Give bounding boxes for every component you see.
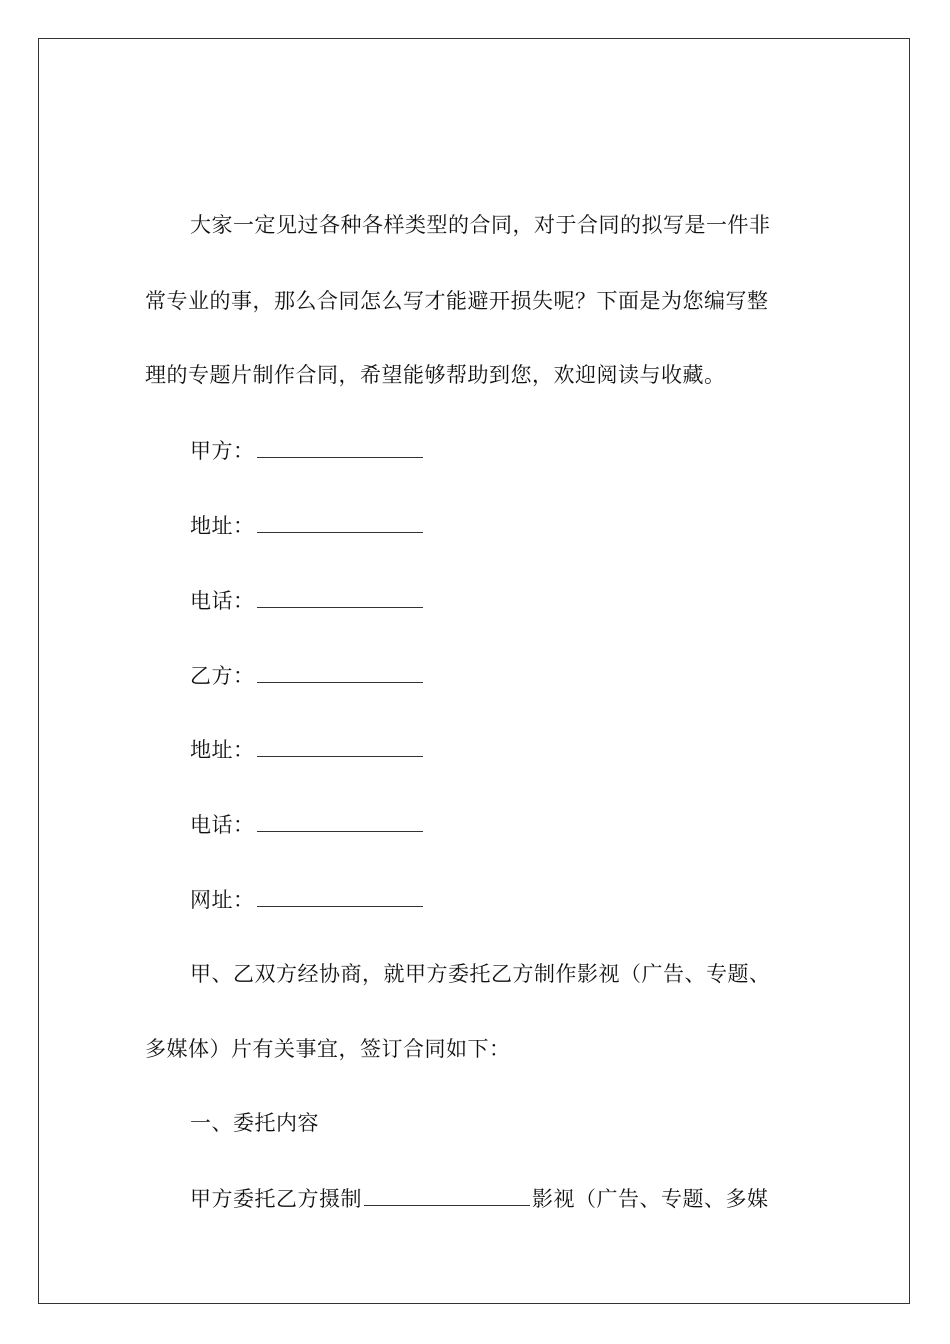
field-label: 电话： — [190, 589, 255, 613]
intro-line-2: 常专业的事，那么合同怎么写才能避开损失呢？下面是为您编写整 — [145, 289, 769, 313]
field-label: 地址： — [190, 514, 255, 538]
film-title-blank[interactable] — [364, 1183, 530, 1206]
field-label: 电话： — [190, 813, 255, 837]
field-label: 网址： — [190, 888, 255, 912]
field-phone-b — [190, 809, 423, 840]
website-blank[interactable] — [257, 884, 423, 907]
field-phone-a — [190, 585, 423, 616]
party-a-blank[interactable] — [257, 435, 423, 458]
field-label: 甲方： — [190, 439, 255, 463]
field-label: 地址： — [190, 738, 255, 762]
intro-line-3: 理的专题片制作合同，希望能够帮助到您，欢迎阅读与收藏。 — [145, 363, 726, 387]
section-1-text-after: 影视（广告、专题、多媒 — [532, 1187, 769, 1211]
party-b-blank[interactable] — [257, 660, 423, 683]
field-party-b — [190, 660, 423, 691]
phone-b-blank[interactable] — [257, 809, 423, 832]
address-a-blank[interactable] — [257, 510, 423, 533]
phone-a-blank[interactable] — [257, 585, 423, 608]
section-1-text — [190, 1183, 769, 1214]
agreement-line-2: 多媒体）片有关事宜，签订合同如下： — [145, 1037, 511, 1061]
agreement-line-1: 甲、乙双方经协商，就甲方委托乙方制作影视（广告、专题、 — [190, 962, 771, 986]
field-party-a — [190, 435, 423, 466]
field-address-a — [190, 510, 423, 541]
field-website — [190, 884, 423, 915]
intro-line-1: 大家一定见过各种各样类型的合同，对于合同的拟写是一件非 — [190, 213, 771, 237]
address-b-blank[interactable] — [257, 734, 423, 757]
field-label: 乙方： — [190, 664, 255, 688]
field-address-b — [190, 734, 423, 765]
section-1-heading: 一、委托内容 — [190, 1111, 319, 1135]
section-1-text-before: 甲方委托乙方摄制 — [190, 1187, 362, 1211]
